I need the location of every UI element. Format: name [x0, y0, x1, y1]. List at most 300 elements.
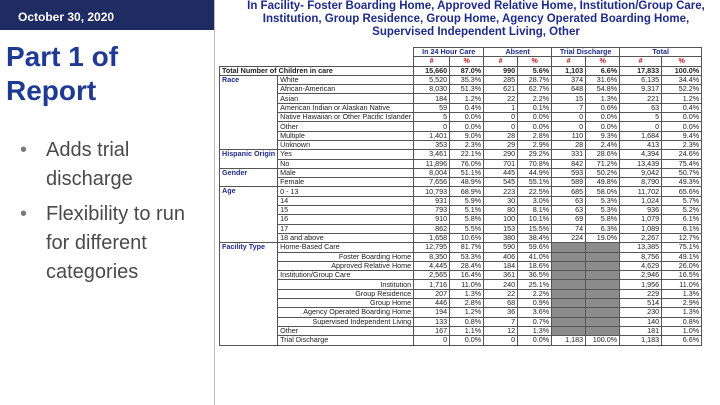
table-cell: [552, 280, 586, 289]
table-cell: 5.5%: [450, 224, 484, 233]
table-cell: 7: [552, 103, 586, 112]
table-cell: 5.2%: [662, 206, 702, 215]
group-header-trial: Trial Discharge: [552, 48, 620, 57]
table-cell: 36.5%: [518, 271, 552, 280]
table-row: [220, 252, 702, 261]
category-spacer: [220, 140, 278, 149]
table-cell: 5.3%: [586, 196, 620, 205]
row-label: Female: [278, 178, 414, 187]
table-row: [220, 261, 702, 270]
table-row: [220, 122, 702, 131]
row-label: Asian: [278, 94, 414, 103]
table-cell: 59: [414, 103, 450, 112]
table-cell: 74: [552, 224, 586, 233]
table-cell: 9,042: [620, 168, 662, 177]
category-spacer: [220, 289, 278, 298]
row-label: Yes: [278, 150, 414, 159]
table-cell: 53.3%: [450, 252, 484, 261]
table-cell: 16.5%: [662, 271, 702, 280]
table-cell: 590: [484, 243, 518, 252]
table-cell: 0.0%: [518, 336, 552, 345]
category-spacer: [220, 94, 278, 103]
table-row: [220, 289, 702, 298]
group-header-row: [220, 48, 702, 57]
table-cell: 221: [620, 94, 662, 103]
table-cell: 1: [484, 103, 518, 112]
col-num-header: #: [552, 57, 586, 66]
table-cell: 184: [414, 94, 450, 103]
category-label: Gender: [220, 168, 278, 177]
table-cell: 1,956: [620, 280, 662, 289]
table-cell: 18.6%: [518, 261, 552, 270]
table-cell: 1,658: [414, 233, 450, 242]
title-line-1: Part 1 of: [6, 41, 119, 72]
table-cell: 52.2%: [662, 85, 702, 94]
table-cell: 2.2%: [518, 94, 552, 103]
col-num-header: #: [414, 57, 450, 66]
table-cell: 648: [552, 85, 586, 94]
table-cell: 0.4%: [450, 103, 484, 112]
table-row: [220, 317, 702, 326]
table-cell: 1,684: [620, 131, 662, 140]
table-cell: 10,793: [414, 187, 450, 196]
table-cell: 0.0%: [662, 122, 702, 131]
table-cell: [586, 280, 620, 289]
table-cell: 0.8%: [662, 317, 702, 326]
table-cell: 0: [484, 113, 518, 122]
table-cell: 0: [552, 122, 586, 131]
table-cell: 685: [552, 187, 586, 196]
table-cell: 6.1%: [662, 224, 702, 233]
bullet-item: [20, 200, 205, 287]
table-cell: 5.8%: [586, 215, 620, 224]
row-label: African-American: [278, 85, 414, 94]
table-cell: 133: [414, 317, 450, 326]
table-cell: [552, 261, 586, 270]
table-cell: [552, 243, 586, 252]
category-spacer: [220, 178, 278, 187]
table-cell: 194: [414, 308, 450, 317]
table-cell: 0.0%: [450, 336, 484, 345]
row-label: Male: [278, 168, 414, 177]
table-cell: 0.0%: [586, 122, 620, 131]
table-cell: 7: [484, 317, 518, 326]
table-cell: 63: [552, 206, 586, 215]
category-spacer: [220, 159, 278, 168]
group-header-absent: Absent: [484, 48, 552, 57]
category-spacer: [220, 271, 278, 280]
row-label: White: [278, 75, 414, 84]
table-cell: 2.3%: [450, 140, 484, 149]
table-cell: [586, 261, 620, 270]
table-row: [220, 243, 702, 252]
table-cell: 30: [484, 196, 518, 205]
table-cell: 31.6%: [586, 75, 620, 84]
table-cell: 140: [620, 317, 662, 326]
panel-divider: [214, 0, 215, 405]
table-cell: 19.0%: [586, 233, 620, 242]
table-cell: 65.6%: [662, 187, 702, 196]
table-row: [220, 206, 702, 215]
table-cell: 6,135: [620, 75, 662, 84]
table-cell: 514: [620, 299, 662, 308]
table-cell: 75.4%: [662, 159, 702, 168]
table-cell: 80: [484, 206, 518, 215]
table-cell: 0.0%: [450, 113, 484, 122]
table-cell: 1,079: [620, 215, 662, 224]
table-cell: 2.9%: [518, 140, 552, 149]
table-cell: 4,629: [620, 261, 662, 270]
row-label: American Indian or Alaskan Native: [278, 103, 414, 112]
row-label: 0 - 13: [278, 187, 414, 196]
category-spacer: [220, 299, 278, 308]
total-row-label: Total Number of Children in care: [220, 66, 414, 75]
table-cell: 285: [484, 75, 518, 84]
table-cell: 8,004: [414, 168, 450, 177]
table-cell: 1,716: [414, 280, 450, 289]
table-cell: 11,896: [414, 159, 450, 168]
table-cell: 28: [552, 140, 586, 149]
table-row: [220, 280, 702, 289]
row-label: No: [278, 159, 414, 168]
table-cell: 3,461: [414, 150, 450, 159]
category-spacer: [220, 113, 278, 122]
table-cell: 990: [484, 66, 518, 75]
table-cell: 6.6%: [662, 336, 702, 345]
table-cell: 5.1%: [450, 206, 484, 215]
table-cell: 36: [484, 308, 518, 317]
table-cell: [552, 317, 586, 326]
table-cell: 70.8%: [518, 159, 552, 168]
category-spacer: [220, 317, 278, 326]
table-cell: 224: [552, 233, 586, 242]
row-label: Native Hawaiian or Other Pacific Islander: [278, 113, 414, 122]
row-label: Agency Operated Boarding Home: [278, 308, 414, 317]
table-row: [220, 94, 702, 103]
category-spacer: [220, 326, 278, 335]
table-cell: 1.0%: [662, 326, 702, 335]
category-spacer: [220, 308, 278, 317]
table-cell: 0.0%: [518, 122, 552, 131]
table-cell: 24.6%: [662, 150, 702, 159]
row-label: 16: [278, 215, 414, 224]
row-label: Home-Based Care: [278, 243, 414, 252]
table-cell: 380: [484, 233, 518, 242]
row-label: Trial Discharge: [278, 336, 414, 345]
table-cell: 81.7%: [450, 243, 484, 252]
table-cell: 1.3%: [450, 289, 484, 298]
table-cell: 5: [620, 113, 662, 122]
table-cell: 5.9%: [450, 196, 484, 205]
table-cell: 62.7%: [518, 85, 552, 94]
table-cell: 0.1%: [518, 103, 552, 112]
bullet-list: [20, 136, 205, 287]
category-spacer: [220, 206, 278, 215]
table-cell: 5.8%: [450, 215, 484, 224]
table-cell: 240: [484, 280, 518, 289]
table-cell: 0.0%: [450, 122, 484, 131]
table-cell: 1.1%: [450, 326, 484, 335]
table-cell: 0: [620, 122, 662, 131]
row-label: Institution/Group Care: [278, 271, 414, 280]
table-cell: 0: [552, 113, 586, 122]
table-cell: 0.0%: [518, 113, 552, 122]
table-cell: 446: [414, 299, 450, 308]
table-cell: 11.0%: [450, 280, 484, 289]
table-cell: 0: [484, 336, 518, 345]
table-cell: 54.8%: [586, 85, 620, 94]
table-cell: 58.0%: [586, 187, 620, 196]
bullet-text: Adds trial discharge: [46, 139, 133, 190]
table-cell: 12,795: [414, 243, 450, 252]
bullet-dot-icon: •: [20, 203, 28, 225]
table-cell: 55.1%: [518, 178, 552, 187]
row-label: Group Residence: [278, 289, 414, 298]
table-cell: 0: [414, 122, 450, 131]
table-cell: 621: [484, 85, 518, 94]
table-row: [220, 336, 702, 345]
table-cell: 545: [484, 178, 518, 187]
table-cell: 50.7%: [662, 168, 702, 177]
category-spacer: [220, 196, 278, 205]
table-cell: 59.6%: [518, 243, 552, 252]
table-cell: [552, 289, 586, 298]
row-label: 15: [278, 206, 414, 215]
table-cell: 1.3%: [518, 326, 552, 335]
table-cell: 2.8%: [518, 131, 552, 140]
col-pct-header: %: [662, 57, 702, 66]
table-cell: 51.1%: [450, 168, 484, 177]
table-cell: 49.1%: [662, 252, 702, 261]
table-cell: 1,401: [414, 131, 450, 140]
table-cell: 8,350: [414, 252, 450, 261]
table-row: [220, 233, 702, 242]
table-cell: 5: [414, 113, 450, 122]
table-cell: 331: [552, 150, 586, 159]
col-num-header: #: [620, 57, 662, 66]
table-cell: 374: [552, 75, 586, 84]
slide-title: [6, 40, 118, 108]
col-pct-header: %: [450, 57, 484, 66]
table-cell: 22: [484, 289, 518, 298]
table-cell: 8,030: [414, 85, 450, 94]
table-cell: 9.3%: [586, 131, 620, 140]
table-cell: 910: [414, 215, 450, 224]
table-cell: 49.3%: [662, 178, 702, 187]
table-row: [220, 224, 702, 233]
title-line-2: Report: [6, 75, 97, 106]
table-row: [220, 187, 702, 196]
table-cell: 1.2%: [450, 308, 484, 317]
table-cell: 842: [552, 159, 586, 168]
table-cell: [586, 317, 620, 326]
table-cell: 5.3%: [586, 206, 620, 215]
table-cell: 69: [552, 215, 586, 224]
table-cell: 1.3%: [662, 308, 702, 317]
table-row: [220, 178, 702, 187]
table-cell: 2.9%: [662, 299, 702, 308]
table-cell: 25.1%: [518, 280, 552, 289]
table-cell: 9,317: [620, 85, 662, 94]
category-spacer: [220, 224, 278, 233]
table-cell: 793: [414, 206, 450, 215]
table-cell: 29: [484, 140, 518, 149]
table-cell: 12: [484, 326, 518, 335]
table-cell: [552, 271, 586, 280]
report-header-line: Supervised Independent Living, Other: [372, 26, 580, 38]
table-cell: [586, 299, 620, 308]
table-row: [220, 308, 702, 317]
table-cell: 22: [484, 94, 518, 103]
bullet-dot-icon: •: [20, 139, 28, 161]
table-cell: 0.0%: [662, 113, 702, 122]
table-cell: 28.6%: [586, 150, 620, 159]
table-cell: 9.4%: [662, 131, 702, 140]
table-cell: 100.0%: [586, 336, 620, 345]
table-cell: 153: [484, 224, 518, 233]
table-cell: 0.4%: [662, 103, 702, 112]
table-cell: 15: [552, 94, 586, 103]
table-cell: 207: [414, 289, 450, 298]
table-cell: 100.0%: [662, 66, 702, 75]
table-row: [220, 85, 702, 94]
table-cell: 11,702: [620, 187, 662, 196]
col-pct-header: %: [518, 57, 552, 66]
table-cell: 13,439: [620, 159, 662, 168]
table-cell: 0.9%: [518, 299, 552, 308]
table-cell: 34.4%: [662, 75, 702, 84]
table-cell: 1,089: [620, 224, 662, 233]
table-cell: 593: [552, 168, 586, 177]
column-header-row: [220, 57, 702, 66]
table-cell: 413: [620, 140, 662, 149]
table-row: [220, 150, 702, 159]
table-cell: 406: [484, 252, 518, 261]
table-row: [220, 271, 702, 280]
table-cell: 701: [484, 159, 518, 168]
table-cell: 110: [552, 131, 586, 140]
table-cell: 5.6%: [518, 66, 552, 75]
group-header-24hr: In 24 Hour Care: [414, 48, 484, 57]
report-table: [219, 47, 702, 346]
table-cell: 2.4%: [586, 140, 620, 149]
table-cell: 4,394: [620, 150, 662, 159]
category-spacer: [220, 261, 278, 270]
category-spacer: [220, 103, 278, 112]
category-spacer: [220, 280, 278, 289]
bullet-text: Flexibility to run for different categories: [46, 203, 185, 283]
table-cell: [552, 299, 586, 308]
table-cell: 0: [484, 122, 518, 131]
table-cell: 13,385: [620, 243, 662, 252]
table-cell: 931: [414, 196, 450, 205]
table-cell: 87.0%: [450, 66, 484, 75]
table-cell: 38.4%: [518, 233, 552, 242]
table-cell: 589: [552, 178, 586, 187]
table-row: [220, 131, 702, 140]
row-label: Supervised Independent Living: [278, 317, 414, 326]
table-cell: 8.1%: [518, 206, 552, 215]
report-header: [232, 0, 720, 39]
table-cell: 2,565: [414, 271, 450, 280]
table-cell: 290: [484, 150, 518, 159]
table-cell: 50.2%: [586, 168, 620, 177]
table-cell: [552, 308, 586, 317]
date-banner: October 30, 2020: [0, 0, 215, 30]
table-cell: [552, 326, 586, 335]
table-cell: 0.0%: [586, 113, 620, 122]
table-cell: 361: [484, 271, 518, 280]
table-cell: 100: [484, 215, 518, 224]
row-label: Institution: [278, 280, 414, 289]
table-row: [220, 168, 702, 177]
table-cell: 10.1%: [518, 215, 552, 224]
row-label: 14: [278, 196, 414, 205]
table-cell: 862: [414, 224, 450, 233]
table-cell: 2,267: [620, 233, 662, 242]
table-cell: 6.1%: [662, 215, 702, 224]
table-cell: 1.2%: [662, 94, 702, 103]
table-cell: 51.3%: [450, 85, 484, 94]
col-pct-header: %: [586, 57, 620, 66]
table-cell: 0.6%: [586, 103, 620, 112]
table-cell: 71.2%: [586, 159, 620, 168]
table-cell: 353: [414, 140, 450, 149]
table-cell: 8,790: [620, 178, 662, 187]
table-cell: 7,656: [414, 178, 450, 187]
table-cell: 48.9%: [450, 178, 484, 187]
row-label: Foster Boarding Home: [278, 252, 414, 261]
row-label: Unknown: [278, 140, 414, 149]
report-header-line: Institution, Group Residence, Group Home, Agency Operated Boarding Home,: [262, 13, 690, 25]
table-cell: 167: [414, 326, 450, 335]
category-spacer: [220, 233, 278, 242]
category-spacer: [220, 122, 278, 131]
col-num-header: #: [484, 57, 518, 66]
table-cell: 5.7%: [662, 196, 702, 205]
table-cell: 223: [484, 187, 518, 196]
table-cell: 1.3%: [662, 289, 702, 298]
table-cell: 22.5%: [518, 187, 552, 196]
table-cell: 76.0%: [450, 159, 484, 168]
table-cell: 5,520: [414, 75, 450, 84]
category-spacer: [220, 131, 278, 140]
table-row: [220, 103, 702, 112]
table-cell: 1.2%: [450, 94, 484, 103]
table-row: [220, 159, 702, 168]
row-label: Approved Relative Home: [278, 261, 414, 270]
table-cell: 15,660: [414, 66, 450, 75]
table-cell: [586, 289, 620, 298]
table-cell: 44.9%: [518, 168, 552, 177]
category-label: Facility Type: [220, 243, 278, 252]
table-cell: 0: [414, 336, 450, 345]
report-header-line: In Facility- Foster Boarding Home, Approved Relative Home, Institution/Group Care,: [247, 0, 705, 12]
row-label: Other: [278, 326, 414, 335]
table-cell: 26.0%: [662, 261, 702, 270]
table-cell: [586, 271, 620, 280]
table-cell: 3.6%: [518, 308, 552, 317]
table-cell: [586, 308, 620, 317]
table-row: [220, 75, 702, 84]
table-cell: [552, 252, 586, 261]
row-label: 17: [278, 224, 414, 233]
table-cell: 4,445: [414, 261, 450, 270]
row-label: Group Home: [278, 299, 414, 308]
table-cell: 1,183: [620, 336, 662, 345]
table-cell: 1,024: [620, 196, 662, 205]
table-cell: 6.6%: [586, 66, 620, 75]
